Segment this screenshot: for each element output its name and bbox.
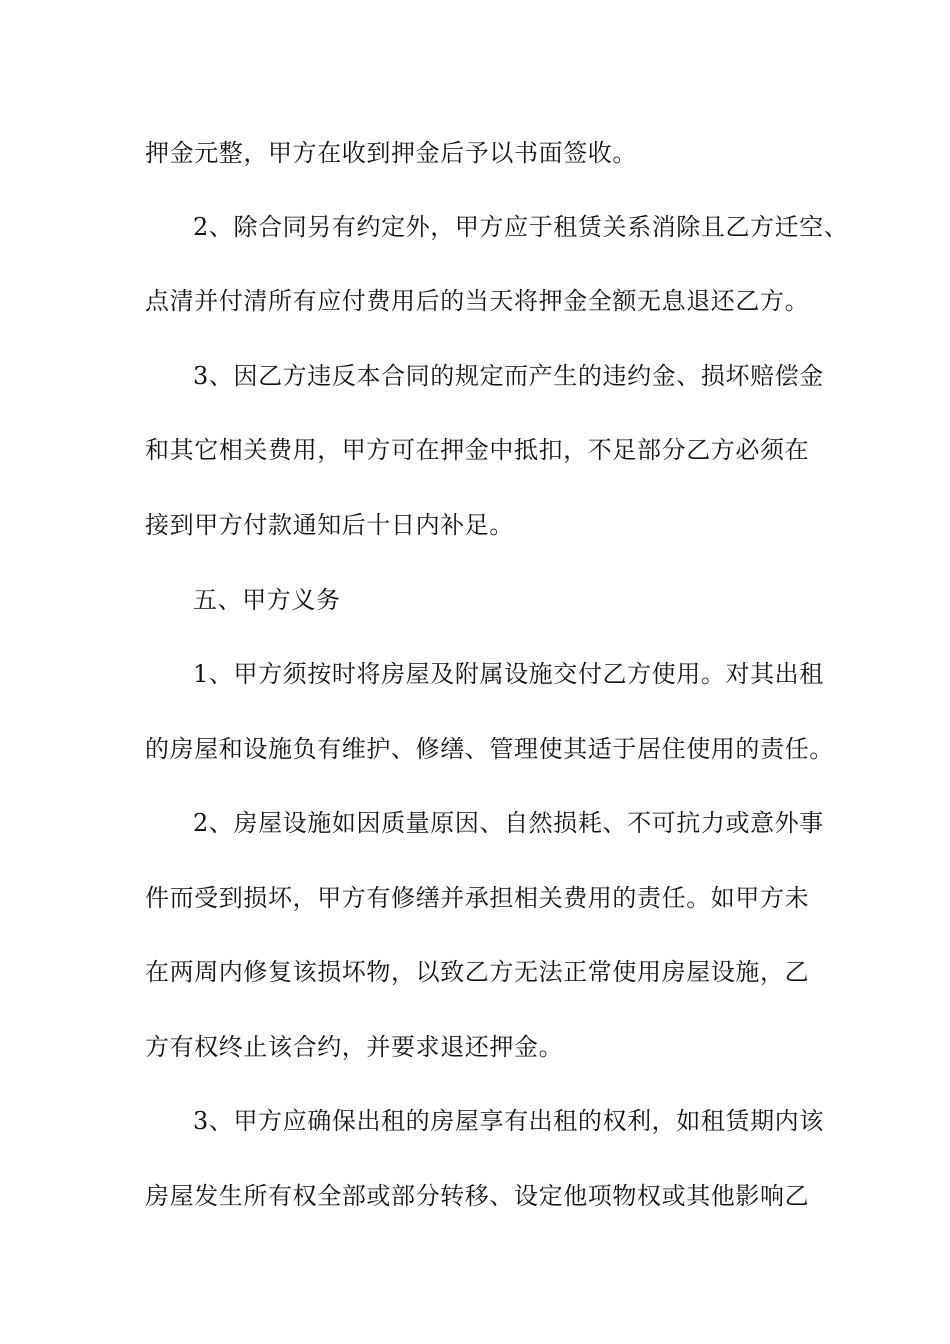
text-line: 点清并付清所有应付费用后的当天将押金全额无息退还乙方。 [145, 287, 810, 315]
text-line: 1、甲方须按时将房屋及附属设施交付乙方使用。对其出租 [193, 660, 824, 688]
text-line: 件而受到损坏，甲方有修缮并承担相关费用的责任。如甲方未 [145, 884, 810, 912]
section-heading: 五、甲方义务 [193, 586, 341, 614]
text-line: 方有权终止该合约，并要求退还押金。 [145, 1033, 564, 1061]
text-line: 押金元整，甲方在收到押金后予以书面签收。 [145, 139, 637, 167]
text-line: 在两周内修复该损坏物，以致乙方无法正常使用房屋设施，乙 [145, 958, 810, 986]
text-line: 和其它相关费用，甲方可在押金中抵扣，不足部分乙方必须在 [145, 436, 810, 464]
text-line: 接到甲方付款通知后十日内补足。 [145, 511, 514, 539]
text-line: 2、除合同另有约定外，甲方应于租赁关系消除且乙方迁空、 [193, 213, 849, 241]
text-line: 3、因乙方违反本合同的规定而产生的违约金、损坏赔偿金 [193, 362, 824, 390]
text-line: 房屋发生所有权全部或部分转移、设定他项物权或其他影响乙 [145, 1182, 810, 1210]
text-line: 3、甲方应确保出租的房屋享有出租的权利，如租赁期内该 [193, 1107, 824, 1135]
text-line: 的房屋和设施负有维护、修缮、管理使其适于居住使用的责任。 [145, 735, 834, 763]
text-line: 2、房屋设施如因质量原因、自然损耗、不可抗力或意外事 [193, 809, 824, 837]
